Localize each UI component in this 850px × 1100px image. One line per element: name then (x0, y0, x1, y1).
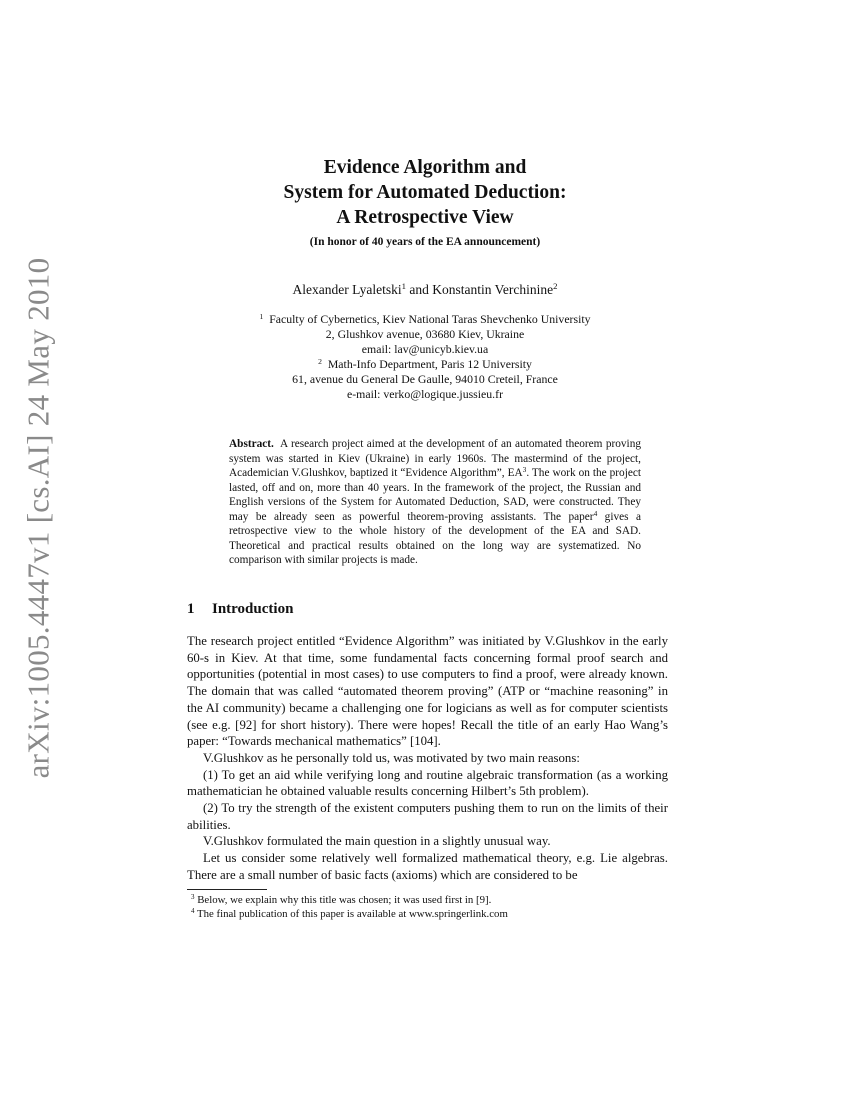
affiliation-1-line-2: 2, Glushkov avenue, 03680 Kiev, Ukraine (325, 327, 525, 341)
paragraph-6: Let us consider some relatively well formalized mathematical theory, e.g. Lie algebras. There are a small number of basic facts (axioms) which are considered to be (187, 851, 668, 882)
footnote-4-mark: 4 (191, 907, 195, 916)
paper-subtitle: (In honor of 40 years of the EA announcement) (309, 236, 541, 248)
affiliation-2-text: Math-Info Department, Paris 12 University (327, 357, 532, 371)
footnote-ref-4: 4 (593, 508, 598, 518)
author-line (200, 282, 650, 298)
affiliations (230, 312, 620, 402)
section-number: 1 (187, 601, 195, 617)
footnote-4 (187, 907, 668, 921)
title-line-1: Evidence Algorithm and (323, 157, 527, 178)
affiliation-1-text: Faculty of Cybernetics, Kiev National Taras Shevchenko University (269, 312, 591, 326)
affiliation-2-mark: 2 (318, 356, 322, 366)
arxiv-margin-stamp (8, 258, 68, 778)
arxiv-id-text: arXiv:1005.4447v1 [cs.AI] 24 May 2010 (20, 257, 55, 779)
footnote-4-text: The final publication of this paper is available at www.springerlink.com (194, 908, 508, 920)
author-connector: and (405, 282, 433, 297)
paragraph-1: The research project entitled “Evidence Algorithm” was initiated by V.Glushkov in the early 60-s in Kiev. At that time, some fundamental facts concerning formal proof search and opportunities (potential in most cases) to use computers to find a proof, were already known. The domain that was called “automated theorem proving” (ATP or “machine reasoning” in the AI community) became a challenging one for logicians as well as for computer scientists (see e.g. [92] for short history). There were hopes! Recall the title of an early Hao Wang’s paper: “Towards mechanical mathematics” [104]. (187, 634, 668, 749)
title-line-2: System for Automated Deduction: (283, 182, 567, 203)
paragraph-2: V.Glushkov as he personally told us, was motivated by two main reasons: (203, 750, 580, 765)
abstract-text-2: . The work on the project lasted, off and on, more than 40 years. In the framework of the project, the Russian and English versions of the System for Automated Deduction, SAD, were constructed. They may be already seen as powerful theorem-proving assistants. The paper (229, 467, 642, 523)
section-body (187, 633, 668, 884)
paper-title (200, 155, 650, 230)
footnote-divider (187, 889, 267, 890)
abstract (229, 437, 641, 568)
paragraph-4: (2) To try the strength of the existent computers pushing them to run on the limits of their abilities. (187, 801, 668, 832)
affiliation-1-mark: 1 (259, 311, 264, 321)
paragraph-3: (1) To get an aid while verifying long and routine algebraic transformation (as a working mathematician he obtained valuable results concerning Hilbert’s 5th problem). (187, 767, 668, 799)
affiliation-2-line-1 (230, 357, 620, 372)
title-line-3: A Retrospective View (336, 207, 514, 228)
author-1-affil-mark: 1 (401, 281, 406, 292)
affiliation-1-email: email: lav@unicyb.kiev.ua (361, 342, 489, 356)
footnotes (187, 893, 668, 921)
footnote-3 (187, 893, 668, 907)
author-2-affil-mark: 2 (553, 281, 558, 292)
affiliation-2-email: e-mail: verko@logique.jussieu.fr (347, 387, 503, 401)
author-1-name: Alexander Lyaletski (292, 282, 402, 297)
footnote-3-text: Below, we explain why this title was chosen; it was used first in [9]. (194, 894, 492, 906)
affiliation-2-line-2: 61, avenue du General De Gaulle, 94010 Creteil, France (292, 372, 558, 386)
section-heading (187, 601, 293, 618)
paragraph-5: V.Glushkov formulated the main question in a slightly unusual way. (203, 834, 551, 849)
abstract-text-1: A research project aimed at the development of an automated theorem proving system was started in Kiev (Ukraine) in early 1960s. The mastermind of the project, Academician V.Glushkov, baptized it “Evidence Algorithm”, EA (229, 438, 641, 479)
author-2-name: Konstantin Verchinine (432, 282, 554, 297)
abstract-text-3: gives a retrospective view to the whole history of the development of the EA and SAD. Theoretical and practical results obtained on the long way are systematized. No comparison with similar projects is made. (229, 510, 641, 566)
affiliation-1-line-1 (230, 312, 620, 327)
footnote-3-mark: 3 (191, 893, 195, 902)
abstract-label: Abstract. (229, 438, 274, 450)
section-title: Introduction (212, 601, 294, 617)
footnote-ref-3: 3 (522, 464, 527, 474)
